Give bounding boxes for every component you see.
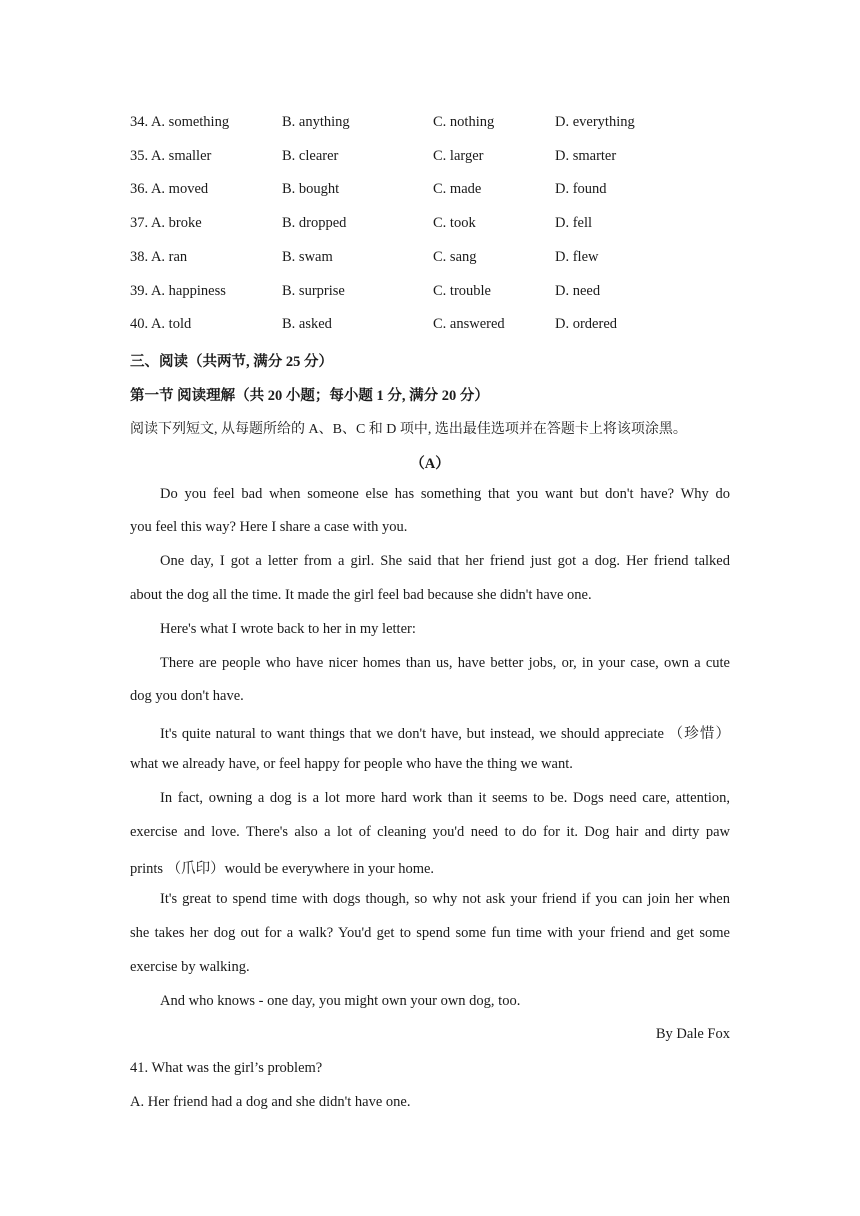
option-a: 40. A. told	[130, 316, 192, 332]
passage-line: Do you feel bad when someone else has something that you want but don't have? Why do	[160, 486, 730, 502]
option-c: C. made	[433, 181, 482, 197]
option-row-34	[0, 114, 860, 138]
option-d: D. everything	[555, 114, 635, 130]
subsection-title: 第一节 阅读理解（共 20 小题；每小题 1 分, 满分 20 分）	[130, 388, 489, 404]
passage-line: It's great to spend time with dogs though, so why not ask your friend if you can join her when	[160, 891, 730, 907]
passage-line: It's quite natural to want things that we don't have, but instead, we should appreciate （珍惜）	[160, 726, 730, 742]
passage-label: （A）	[410, 456, 450, 472]
option-row-36	[0, 181, 860, 205]
section-title: 三、阅读（共两节, 满分 25 分）	[130, 354, 333, 370]
question-41: 41. What was the girl’s problem?	[130, 1060, 323, 1076]
passage-line: prints （爪印）would be everywhere in your home.	[130, 861, 435, 877]
option-a: 37. A. broke	[130, 215, 202, 231]
option-row-37	[0, 215, 860, 239]
option-row-35	[0, 148, 860, 172]
byline: By Dale Fox	[655, 1026, 730, 1042]
option-a: 35. A. smaller	[130, 148, 212, 164]
option-a: 38. A. ran	[130, 249, 188, 265]
option-d: D. need	[555, 283, 601, 299]
passage-line: she takes her dog out for a walk? You'd get to spend some fun time with your friend and get some	[130, 925, 730, 941]
option-d: D. smarter	[555, 148, 617, 164]
option-row-38	[0, 249, 860, 273]
option-b: B. bought	[282, 181, 340, 197]
passage-line: exercise by walking.	[130, 959, 250, 975]
passage-line: In fact, owning a dog is a lot more hard work than it seems to be. Dogs need care, attention,	[160, 790, 730, 806]
option-b: B. clearer	[282, 148, 339, 164]
option-b: B. surprise	[282, 283, 345, 299]
passage-line: And who knows - one day, you might own your own dog, too.	[160, 993, 521, 1009]
option-c: C. trouble	[433, 283, 491, 299]
option-d: D. flew	[555, 249, 599, 265]
passage-line: you feel this way? Here I share a case with you.	[130, 519, 408, 535]
option-d: D. ordered	[555, 316, 618, 332]
option-b: B. swam	[282, 249, 333, 265]
passage-line: There are people who have nicer homes than us, have better jobs, or, in your case, own a cute	[160, 655, 730, 671]
option-a: 36. A. moved	[130, 181, 209, 197]
option-c: C. nothing	[433, 114, 495, 130]
passage-line: exercise and love. There's also a lot of cleaning you'd need to do for it. Dog hair and dirty paw	[130, 824, 730, 840]
option-row-40	[0, 316, 860, 340]
option-c: C. answered	[433, 316, 505, 332]
passage-line: what we already have, or feel happy for people who have the thing we want.	[130, 756, 573, 772]
instructions: 阅读下列短文, 从每题所给的 A、B、C 和 D 项中, 选出最佳选项并在答题卡上将该项涂黑。	[130, 422, 687, 437]
passage-line: Here's what I wrote back to her in my letter:	[160, 621, 416, 637]
option-c: C. larger	[433, 148, 484, 164]
option-a: 34. A. something	[130, 114, 230, 130]
option-row-39	[0, 283, 860, 307]
passage-line: dog you don't have.	[130, 688, 244, 704]
option-d: D. found	[555, 181, 607, 197]
option-b: B. asked	[282, 316, 332, 332]
option-b: B. anything	[282, 114, 350, 130]
answer-option-a: A. Her friend had a dog and she didn't have one.	[130, 1094, 411, 1110]
option-a: 39. A. happiness	[130, 283, 226, 299]
option-c: C. sang	[433, 249, 477, 265]
option-d: D. fell	[555, 215, 593, 231]
passage-line: about the dog all the time. It made the girl feel bad because she didn't have one.	[130, 587, 592, 603]
passage-line: One day, I got a letter from a girl. She said that her friend just got a dog. Her friend talked	[160, 553, 730, 569]
option-b: B. dropped	[282, 215, 347, 231]
option-c: C. took	[433, 215, 476, 231]
